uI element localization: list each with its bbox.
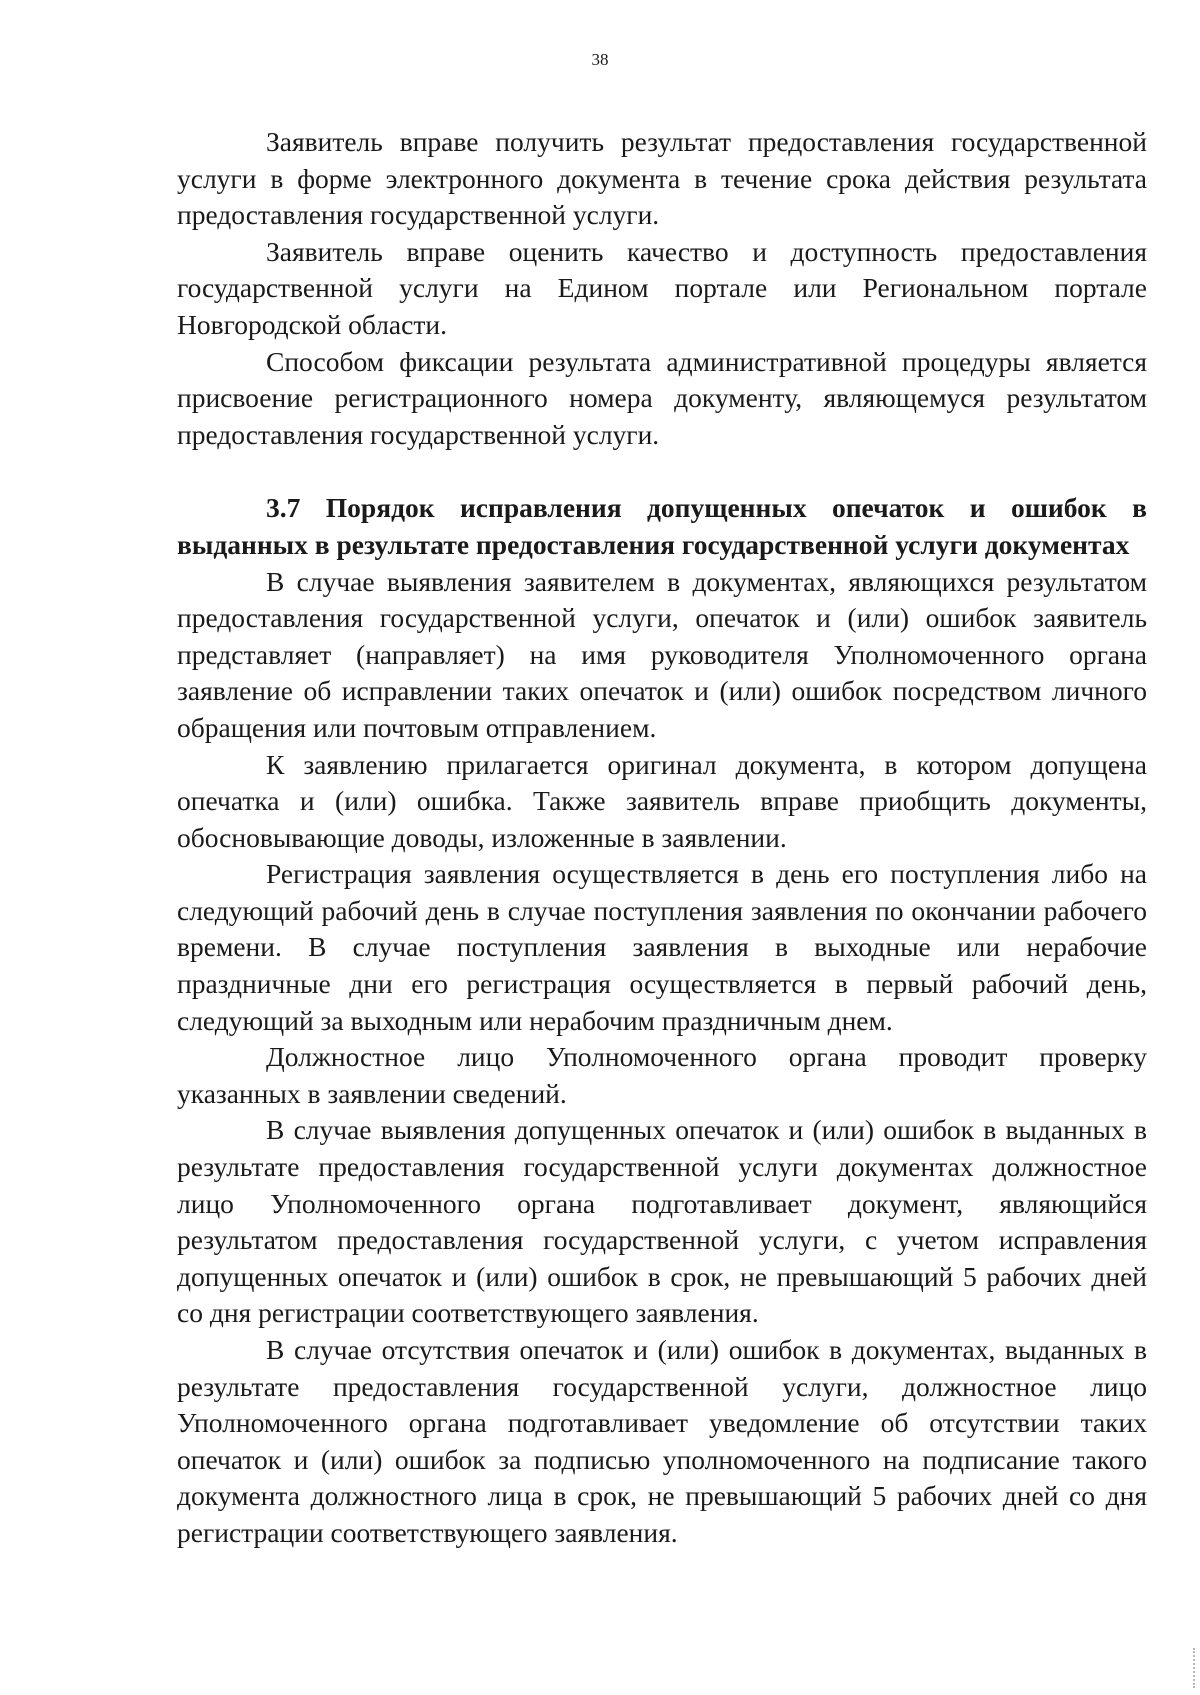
paragraph-verification: Должностное лицо Уполномоченного органа проводит проверку указанных в заявлении сведений. <box>177 1041 1147 1109</box>
paragraph-quality-assessment: Заявитель вправе оценить качество и доступность предоставления государственной услуги на Едином портале или Региональном портале Новгородской области. <box>177 235 1147 340</box>
document-body <box>177 124 1147 1552</box>
page-number: 38 <box>591 50 609 69</box>
paragraph-correction: В случае выявления допущенных опечаток и (или) ошибок в выданных в результате предоставления государственной услуги документах должностное лицо Уполномоченного органа подготавливает документ, являющийся результатом предоставления государственной услуги, с учетом исправления допущенных опечаток и (или) ошибок в срок, не превышающий 5 рабочих дней со дня регистрации соответствующего заявления. <box>177 1114 1147 1329</box>
paragraph-registration: Регистрация заявления осуществляется в день его поступления либо на следующий рабочий день в случае поступления заявления по окончании рабочего времени. В случае поступления заявления в выходные или нерабочие праздничные дни его регистрация осуществляется в первый рабочий день, следующий за выходным или нерабочим праздничным днем. <box>177 858 1147 1036</box>
paragraph-fixation-method: Способом фиксации результата административной процедуры является присвоение регистрационного номера документу, являющемуся результатом предоставления государственной услуги. <box>177 345 1147 450</box>
paragraph-error-application: В случае выявления заявителем в документах, являющихся результатом предоставления государственной услуги, опечаток и (или) ошибок заявитель представляет (направляет) на имя руководителя Уполномоченного органа заявление об исправлении таких опечаток и (или) ошибок посредством личного обращения или почтовым отправлением. <box>177 565 1147 743</box>
paragraph-electronic-result: Заявитель вправе получить результат предоставления государственной услуги в форме электронного документа в течение срока действия результата предоставления государственной услуги. <box>177 126 1147 231</box>
scan-edge-mark <box>1193 1648 1197 1688</box>
paragraph-attachments: К заявлению прилагается оригинал документа, в котором допущена опечатка и (или) ошибка. Также заявитель вправе приобщить документы, обосновывающие доводы, изложенные в заявлении. <box>177 748 1147 853</box>
section-heading: 3.7 Порядок исправления допущенных опечаток и ошибок в выданных в результате предоставления государственной услуги документах <box>177 492 1147 560</box>
paragraph-no-errors-notice: В случае отсутствия опечаток и (или) ошибок в документах, выданных в результате предоставления государственной услуги, должностное лицо Уполномоченного органа подготавливает уведомление об отсутствии таких опечаток и (или) ошибок за подписью уполномоченного на подписание такого документа должностного лица в срок, не превышающий 5 рабочих дней со дня регистрации соответствующего заявления. <box>177 1334 1147 1548</box>
